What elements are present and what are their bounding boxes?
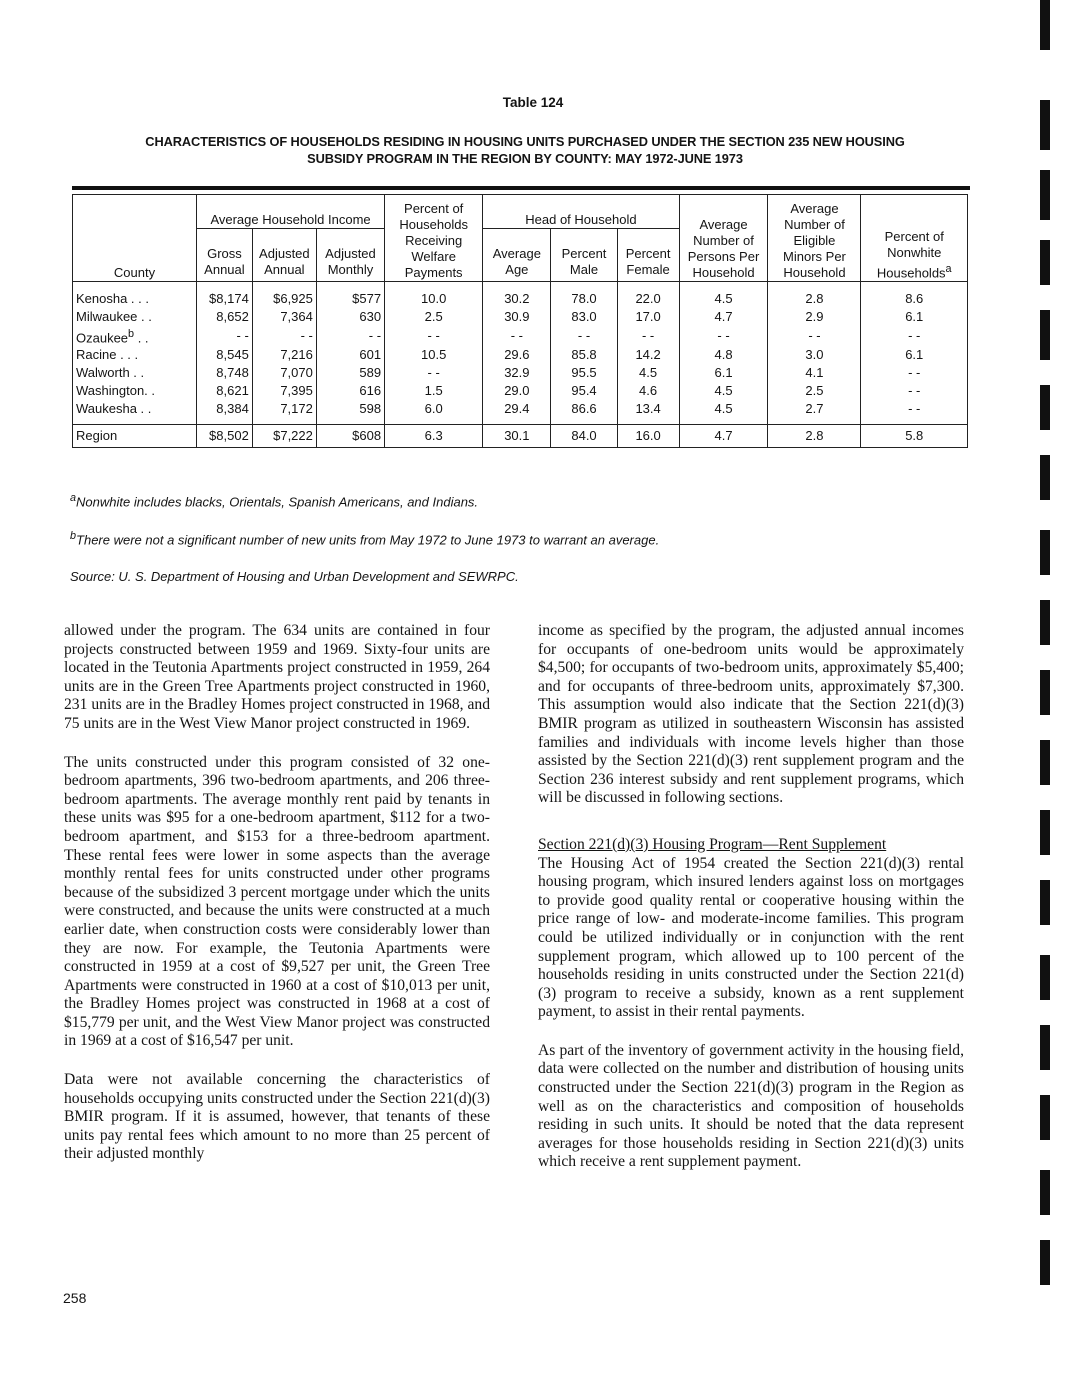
head-group-header: Head of Household — [483, 195, 679, 229]
persons-per-household: 4.5 — [679, 282, 768, 309]
source-note: Source: U. S. Department of Housing and Urban Development and SEWRPC. — [70, 569, 519, 584]
county-name: Racine . . . — [73, 346, 197, 364]
gross-annual: 8,384 — [197, 400, 253, 425]
paragraph: allowed under the program. The 634 units are contained in four projects constructed between 1959 and 1969. Sixty-four units are located in the Teutonia Apartments project constructed in 1959, 264 units are in the Green Tree Apartments project constructed in 1960, 231 units are in the Bradley Homes project constructed in 1968, and 75 units are in the West View Manor project constructed in 1969. — [64, 622, 490, 732]
adjusted-monthly: 616 — [316, 382, 384, 400]
nonwhite-percent: 6.1 — [861, 346, 968, 364]
table-row — [73, 326, 968, 346]
welfare-percent: - - — [385, 364, 483, 382]
left-column — [64, 622, 490, 1184]
table-title: CHARACTERISTICS OF HOUSEHOLDS RESIDING IN HOUSING UNITS PURCHASED UNDER THE SECTION 235 NEW HOUSING SUBSIDY PROGRAM IN THE REGION BY COUNTY: MAY 1972-JUNE 1973 — [145, 134, 905, 166]
adjusted-annual: $7,222 — [252, 425, 316, 448]
footnote-b-marker: b — [128, 328, 135, 340]
nonwhite-percent: 5.8 — [861, 425, 968, 448]
percent-male: 78.0 — [551, 282, 617, 309]
gross-annual: 8,652 — [197, 308, 253, 326]
welfare-percent: 1.5 — [385, 382, 483, 400]
nonwhite-percent: - - — [861, 400, 968, 425]
paragraph: Data were not available concerning the characteristics of households occupying units constructed under the Section 221(d)(3) BMIR program. If it is assumed, however, that tenants of these units pay rental fees which amount to no more than 25 percent of their adjusted monthly — [64, 1071, 490, 1163]
welfare-header: Percent of Households Receiving Welfare Payments — [385, 195, 483, 282]
gross-annual: $8,502 — [197, 425, 253, 448]
income-group-header: Average Household Income — [197, 195, 385, 229]
percent-male: - - — [551, 326, 617, 346]
percent-female-header: Percent Female — [617, 228, 679, 281]
county-name: Waukesha . . — [73, 400, 197, 425]
percent-female: - - — [617, 326, 679, 346]
minors-header: Average Number of Eligible Minors Per Household — [768, 195, 861, 282]
welfare-percent: 6.0 — [385, 400, 483, 425]
average-age: - - — [483, 326, 551, 346]
percent-male: 84.0 — [551, 425, 617, 448]
percent-female: 16.0 — [617, 425, 679, 448]
persons-per-household: 4.5 — [679, 382, 768, 400]
adjusted-monthly-header: Adjusted Monthly — [316, 228, 384, 281]
page-number: 258 — [63, 1290, 87, 1306]
adjusted-monthly: $608 — [316, 425, 384, 448]
gross-annual: - - — [197, 326, 253, 346]
average-age: 32.9 — [483, 364, 551, 382]
minors-per-household: - - — [768, 326, 861, 346]
gross-annual: $8,174 — [197, 282, 253, 309]
percent-female: 17.0 — [617, 308, 679, 326]
percent-female: 22.0 — [617, 282, 679, 309]
persons-header: Average Number of Persons Per Household — [679, 195, 768, 282]
percent-male: 85.8 — [551, 346, 617, 364]
table-row — [73, 382, 968, 400]
county-name: Milwaukee . . — [73, 308, 197, 326]
percent-male: 95.5 — [551, 364, 617, 382]
percent-male: 95.4 — [551, 382, 617, 400]
nonwhite-percent: - - — [861, 382, 968, 400]
table-row — [73, 364, 968, 382]
adjusted-annual: 7,364 — [252, 308, 316, 326]
minors-per-household: 2.7 — [768, 400, 861, 425]
paragraph: The units constructed under this program consisted of 32 one-bedroom apartments, 396 two-bedroom apartments, and 206 three-bedroom apartments. The average monthly rent paid by tenants in these units was $95 for a one-bedroom apartment, $112 for a two-bedroom apartment, and $153 for a three-bedroom apartment. These rental fees were lower in some aspects than the average monthly rental fees for units constructed under other programs because of the subsidized 3 percent mortgage under which the units were constructed, and because the units were constructed at a much earlier date, when construction costs were considerably lower than they are now. For example, the Teutonia Apartments were constructed in 1959 at a cost of $9,527 per unit, the Green Tree Apartments were constructed in 1960 at a cost of $10,013 per unit, the Bradley Homes project was constructed in 1968 at a cost of $15,779 per unit, and the West View Manor project was constructed in 1969 at a cost of $16,547 per unit. — [64, 753, 490, 1050]
nonwhite-percent: - - — [861, 364, 968, 382]
table-row — [73, 308, 968, 326]
average-age-header: Average Age — [483, 228, 551, 281]
gross-annual: 8,748 — [197, 364, 253, 382]
adjusted-monthly: 601 — [316, 346, 384, 364]
nonwhite-header: Percent of Nonwhite Households$^a$ — [861, 195, 968, 282]
gross-annual-header: Gross Annual — [197, 228, 253, 281]
percent-female: 4.6 — [617, 382, 679, 400]
average-age: 30.2 — [483, 282, 551, 309]
nonwhite-percent: - - — [861, 326, 968, 346]
welfare-percent: 2.5 — [385, 308, 483, 326]
percent-female: 4.5 — [617, 364, 679, 382]
adjusted-monthly: 630 — [316, 308, 384, 326]
table-top-rule — [72, 186, 970, 190]
percent-female: 13.4 — [617, 400, 679, 425]
county-name: Kenosha . . . — [73, 282, 197, 309]
adjusted-monthly: $577 — [316, 282, 384, 309]
percent-male: 86.6 — [551, 400, 617, 425]
adjusted-annual: 7,070 — [252, 364, 316, 382]
county-name: Region — [73, 425, 197, 448]
region-total-row — [73, 425, 968, 448]
adjusted-annual: $6,925 — [252, 282, 316, 309]
county-name: Ozaukee$^b$ . . — [73, 326, 197, 346]
minors-per-household: 4.1 — [768, 364, 861, 382]
adjusted-annual-header: Adjusted Annual — [252, 228, 316, 281]
welfare-percent: 10.0 — [385, 282, 483, 309]
persons-per-household: 4.7 — [679, 425, 768, 448]
persons-per-household: 4.7 — [679, 308, 768, 326]
footnote-a: $^a$Nonwhite includes blacks, Orientals, Spanish Americans, and Indians. — [70, 492, 479, 510]
average-age: 29.6 — [483, 346, 551, 364]
minors-per-household: 2.9 — [768, 308, 861, 326]
right-column — [538, 622, 964, 1192]
average-age: 29.0 — [483, 382, 551, 400]
table-number: Table 124 — [502, 95, 564, 110]
paragraph: As part of the inventory of government activity in the housing field, data were collected on the number and distribution of housing units constructed under the Section 221(d)(3) program in the Region as well as on the characteristics and composition of households residing in such units. It should be noted that the data represent averages for those households residing in Section 221(d)(3) units which receive a rent supplement payment. — [538, 1041, 964, 1171]
gross-annual: 8,621 — [197, 382, 253, 400]
adjusted-monthly: - - — [316, 326, 384, 346]
county-name: Walworth . . — [73, 364, 197, 382]
percent-female: 14.2 — [617, 346, 679, 364]
persons-per-household: 4.8 — [679, 346, 768, 364]
county-name: Washington. . — [73, 382, 197, 400]
nonwhite-percent: 6.1 — [861, 308, 968, 326]
nonwhite-percent: 8.6 — [861, 282, 968, 309]
persons-per-household: 6.1 — [679, 364, 768, 382]
average-age: 30.1 — [483, 425, 551, 448]
section-heading: Section 221(d)(3) Housing Program—Rent Supplement — [538, 835, 887, 853]
minors-per-household: 2.8 — [768, 425, 861, 448]
persons-per-household: 4.5 — [679, 400, 768, 425]
adjusted-annual: - - — [252, 326, 316, 346]
welfare-percent: 10.5 — [385, 346, 483, 364]
adjusted-annual: 7,395 — [252, 382, 316, 400]
adjusted-monthly: 589 — [316, 364, 384, 382]
paragraph: income as specified by the program, the adjusted annual incomes for occupants of one-bedroom units would be approximately $4,500; for occupants of two-bedroom units, approximately $5,400; and for occupants of three-bedroom units, approximately $7,300. This assumption would also indicate that the Section 221(d)(3) BMIR program as utilized in southeastern Wisconsin has assisted families and individuals with income levels higher than those assisted by the Section 221(d)(3) rent supplement program and the Section 236 interest subsidy and rent supplement programs, which will be discussed in following sections. — [538, 622, 964, 807]
minors-per-household: 2.5 — [768, 382, 861, 400]
footnote-b: $^b$There were not a significant number of new units from May 1972 to June 1973 to warrant an average. — [70, 530, 660, 548]
percent-male-header: Percent Male — [551, 228, 617, 281]
average-age: 30.9 — [483, 308, 551, 326]
county-header: County — [73, 195, 197, 282]
adjusted-monthly: 598 — [316, 400, 384, 425]
welfare-percent: - - — [385, 326, 483, 346]
minors-per-household: 2.8 — [768, 282, 861, 309]
table-row — [73, 282, 968, 309]
minors-per-household: 3.0 — [768, 346, 861, 364]
gross-annual: 8,545 — [197, 346, 253, 364]
section-block — [538, 836, 964, 1022]
average-age: 29.4 — [483, 400, 551, 425]
persons-per-household: - - — [679, 326, 768, 346]
percent-male: 83.0 — [551, 308, 617, 326]
adjusted-annual: 7,172 — [252, 400, 316, 425]
table-row — [73, 346, 968, 364]
adjusted-annual: 7,216 — [252, 346, 316, 364]
paragraph: The Housing Act of 1954 created the Section 221(d)(3) rental housing program, which insured lenders against loss on mortgages to provide good quality rental or cooperative housing within the price range of low- and moderate-income families. This program could be utilized individually or in conjunction with the rent supplement program, which allowed up to 100 percent of the households residing in units constructed under the Section 221(d)(3) program to receive a subsidy, known as a rent supplement payment, to assist in their rental payments. — [538, 854, 964, 1021]
table-row — [73, 400, 968, 425]
welfare-percent: 6.3 — [385, 425, 483, 448]
household-characteristics-table — [72, 194, 968, 448]
